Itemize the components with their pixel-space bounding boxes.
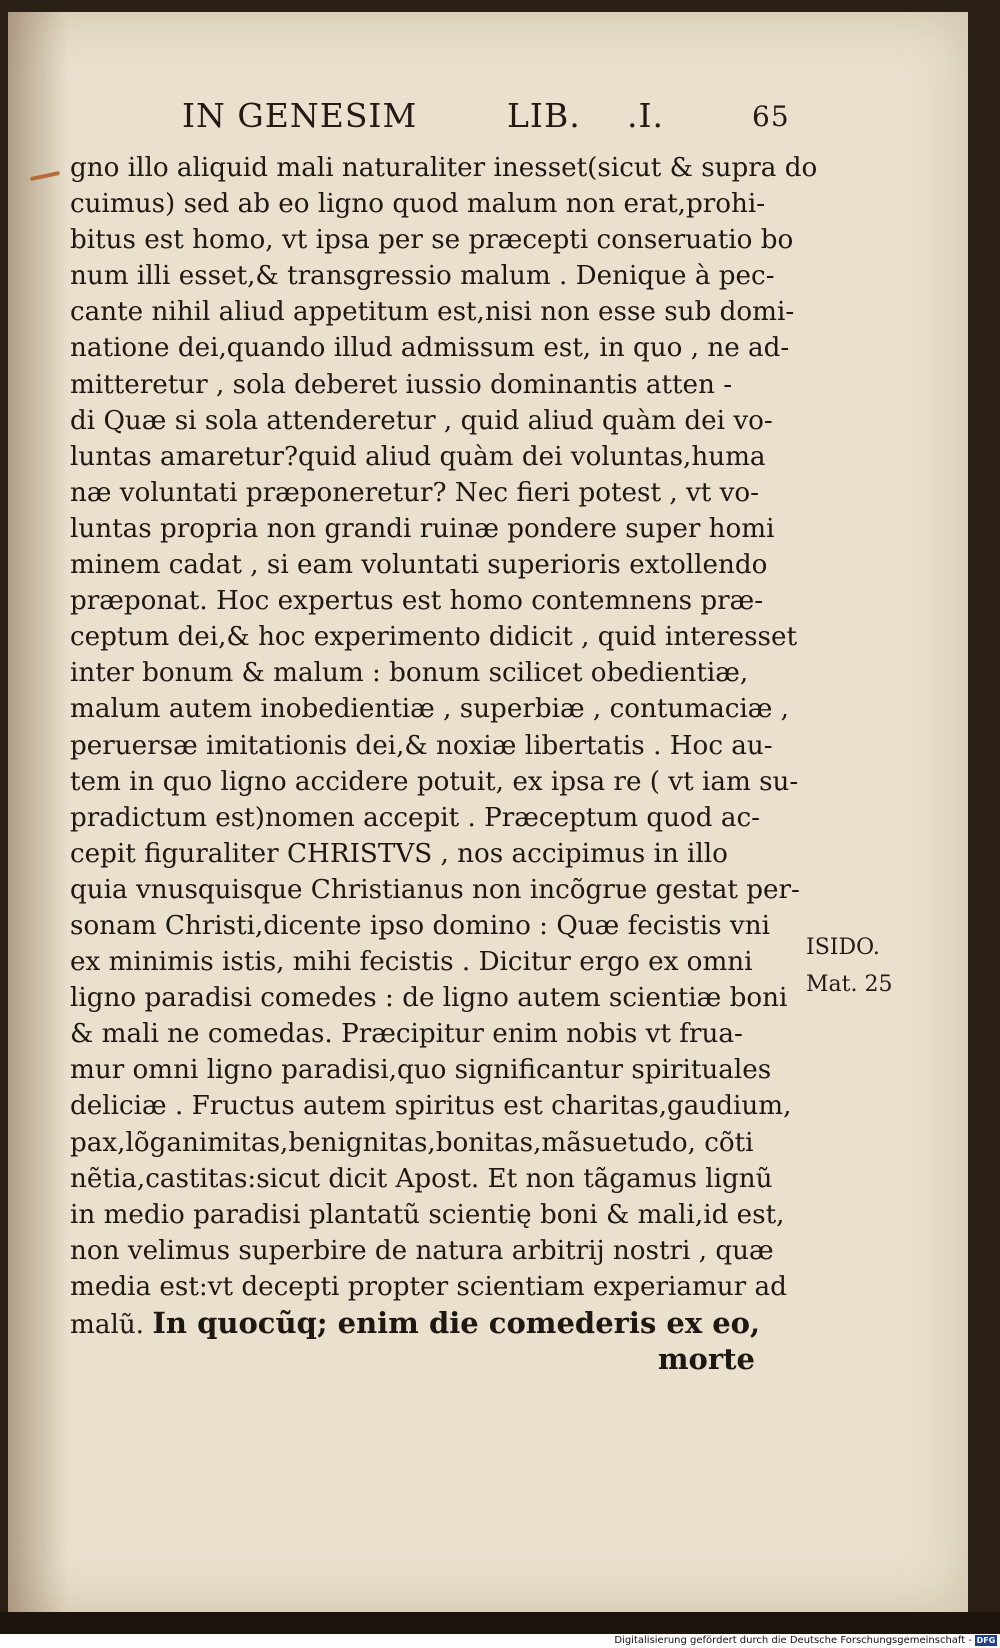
- text-line: di Quæ si sola attenderetur , quid aliud quàm dei vo-: [70, 405, 773, 436]
- text-line: mitteretur , sola deberet iussio dominantis atten -: [70, 369, 733, 400]
- text-line: cepit figuraliter CHRISTVS , nos accipimus in illo: [70, 838, 728, 869]
- text-line: ceptum dei,& hoc experimento didicit , quid interesset: [70, 622, 798, 653]
- text-line: pax,lõganimitas,benignitas,bonitas,mãsuetudo, cõti: [70, 1127, 754, 1158]
- text-line: luntas amaretur?quid aliud quàm dei voluntas,huma: [70, 441, 766, 472]
- header-title: IN GENESIM: [182, 96, 418, 135]
- text-line: præponat. Hoc expertus est homo contemnens præ-: [70, 586, 764, 617]
- text-line: inter bonum & malum : bonum scilicet obedientiæ,: [70, 658, 749, 689]
- header-book-number: .I.: [627, 96, 665, 135]
- text-line: cante nihil aliud appetitum est,nisi non esse sub domi-: [70, 297, 795, 328]
- text-line: peruersæ imitationis dei,& noxiæ libertatis . Hoc au-: [70, 730, 773, 761]
- text-line: minem cadat , si eam voluntati superioris extollendo: [70, 550, 768, 581]
- text-line: malum autem inobedientiæ , superbiæ , contumaciæ ,: [70, 694, 790, 725]
- text-line: pradictum est)nomen accepit . Præceptum quod ac-: [70, 802, 760, 833]
- margin-note-mat: Mat. 25: [806, 972, 893, 997]
- header-book: LIB.: [507, 96, 581, 135]
- text-line: gno illo aliquid mali naturaliter inesset(sicut & supra do: [70, 153, 818, 183]
- text-line: bitus est homo, vt ipsa per se præcepti conseruatio bo: [70, 225, 794, 256]
- text-line-final: [70, 1305, 800, 1341]
- text-line: sonam Christi,dicente ipso domino : Quæ fecistis vni: [70, 910, 770, 941]
- dfg-logo: DFG: [976, 1636, 996, 1645]
- text-line: cuimus) sed ab eo ligno quod malum non erat,prohi-: [70, 189, 766, 220]
- text-line: non velimus superbire de natura arbitrij nostri , quæ: [70, 1235, 774, 1266]
- text-line: nẽtia,castitas:sicut dicit Apost. Et non tãgamus lignũ: [70, 1163, 773, 1194]
- footer-bar: [0, 1634, 1000, 1648]
- page-number: 65: [752, 100, 790, 133]
- scan-border: [0, 1612, 1000, 1634]
- text-line: luntas propria non grandi ruinæ pondere super homi: [70, 513, 775, 544]
- text-line: num illi esset,& transgressio malum . Denique à pec-: [70, 261, 775, 292]
- text-line: natione dei,quando illud admissum est, in quo , ne ad-: [70, 333, 790, 364]
- catchword: morte: [657, 1342, 755, 1377]
- text-line: tem in quo ligno accidere potuit, ex ipsa re ( vt iam su-: [70, 766, 799, 797]
- text-line: næ voluntati præponeretur? Nec fieri potest , vt vo-: [70, 477, 760, 508]
- catchword-line: [70, 1341, 800, 1377]
- margin-note-isido: ISIDO.: [806, 935, 880, 960]
- text-line: ligno paradisi comedes : de ligno autem scientiæ boni: [70, 983, 788, 1014]
- footer-credit: Digitalisierung gefördert durch die Deutsche Forschungsgemeinschaft -: [614, 1635, 972, 1646]
- text-line: ex minimis istis, mihi fecistis . Dicitur ergo ex omni: [70, 947, 753, 978]
- final-line-start: malũ.: [70, 1310, 145, 1340]
- text-line: mur omni ligno paradisi,quo significantur spirituales: [70, 1055, 772, 1086]
- body-text: [70, 150, 818, 1377]
- running-header: [182, 96, 790, 146]
- blackletter-quotation: In quocũq; enim die comederis ex eo,: [152, 1306, 761, 1340]
- text-line: media est:vt decepti propter scientiam experiamur ad: [70, 1271, 787, 1302]
- page-gutter-shadow: [8, 12, 68, 1612]
- text-line: in medio paradisi plantatũ scientię boni & mali,id est,: [70, 1199, 785, 1230]
- text-line: & mali ne comedas. Præcipitur enim nobis vt frua-: [70, 1019, 743, 1050]
- text-line: quia vnusquisque Christianus non incõgrue gestat per-: [70, 874, 800, 905]
- text-line: deliciæ . Fructus autem spiritus est charitas,gaudium,: [70, 1091, 792, 1122]
